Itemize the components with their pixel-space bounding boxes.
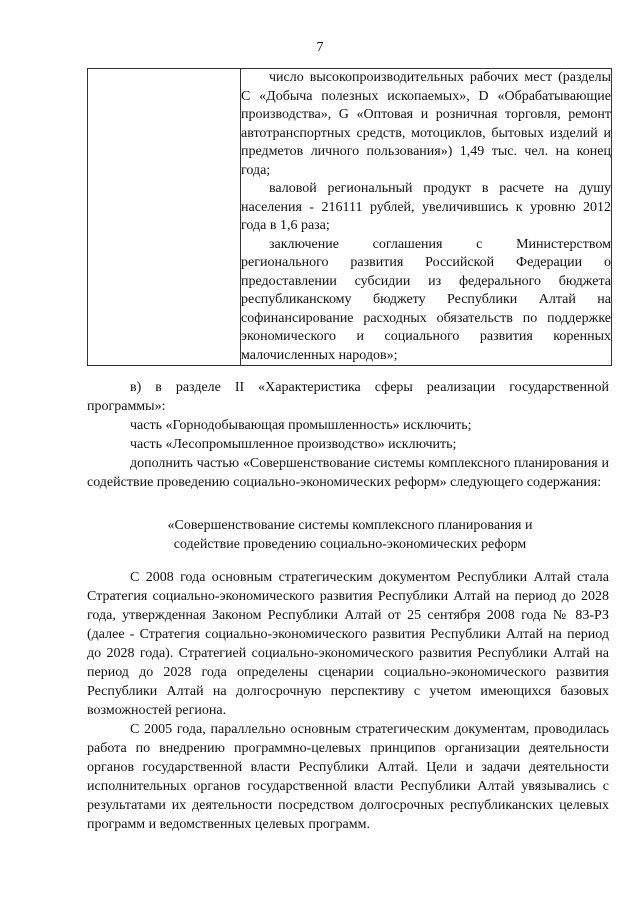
body-paragraph: С 2005 года, параллельно основным стратегическим документам, проводилась работа по внедрению программно-целевых принципов организации деятельности органов государственной власти Республики Алтай. Цели и задачи деятельности исполнительных органов государственной власти Республики Алтай увязывались с результатами их деятельности посредством долгосрочных республиканских целевых программ и ведомственных целевых программ.	[87, 722, 609, 832]
amendment-paragraph: в) в разделе II «Характеристика сферы реализации государственной программы»:	[87, 380, 609, 414]
table-paragraph: число высокопроизводительных рабочих мест (разделы С «Добыча полезных ископаемых», D «Обрабатывающие производства», G «Оптовая и розничная торговля, ремонт автотранспортных средств, мотоциклов, бытовых изделий и предметов личного пользования») 1,49 тыс. чел. на конец года;	[241, 70, 611, 178]
program-table	[87, 68, 612, 366]
body-paragraph: С 2008 года основным стратегическим документом Республики Алтай стала Стратегия социально-экономического развития Республики Алтай на период до 2028 года, утвержденная Законом Республики Алтай от 25 сентября 2008 года № 83-РЗ (далее - Стратегия социально-экономического развития Республики Алтай на период до 2028 года). Стратегией социально-экономического развития Республики Алтай на период до 2028 года определены сценарии социально-экономического развития Республики Алтай на долгосрочную перспективу с учетом имеющихся базовых возможностей региона.	[87, 570, 609, 718]
table-cell-right	[241, 69, 612, 366]
page-number: 7	[316, 40, 324, 55]
table-cell-left	[88, 69, 241, 366]
amendments-block	[87, 378, 609, 492]
section-heading-block	[140, 516, 560, 554]
amendment-paragraph: часть «Лесопромышленное производство» исключить;	[130, 437, 457, 452]
main-text	[87, 568, 609, 834]
table-paragraph: заключение соглашения с Министерством регионального развития Российской Федерации о предоставлении субсидии из федерального бюджета республиканскому бюджету Республики Алтай на софинансирование расходных обязательств по поддержке экономического и социального развития коренных малочисленных народов»;	[241, 236, 611, 363]
amendment-paragraph: часть «Горнодобывающая промышленность» исключить;	[130, 418, 472, 433]
amendment-paragraph: дополнить частью «Совершенствование системы комплексного планирования и содействие проведению социально-экономических реформ» следующего содержания:	[87, 456, 609, 490]
table-row	[88, 69, 612, 366]
table-paragraph: валовой региональный продукт в расчете на душу населения - 216111 рублей, увеличившись к уровню 2012 года в 1,6 раза;	[241, 181, 611, 233]
section-heading: «Совершенствование системы комплексного планирования и содействие проведению социально-экономических реформ	[167, 518, 533, 552]
